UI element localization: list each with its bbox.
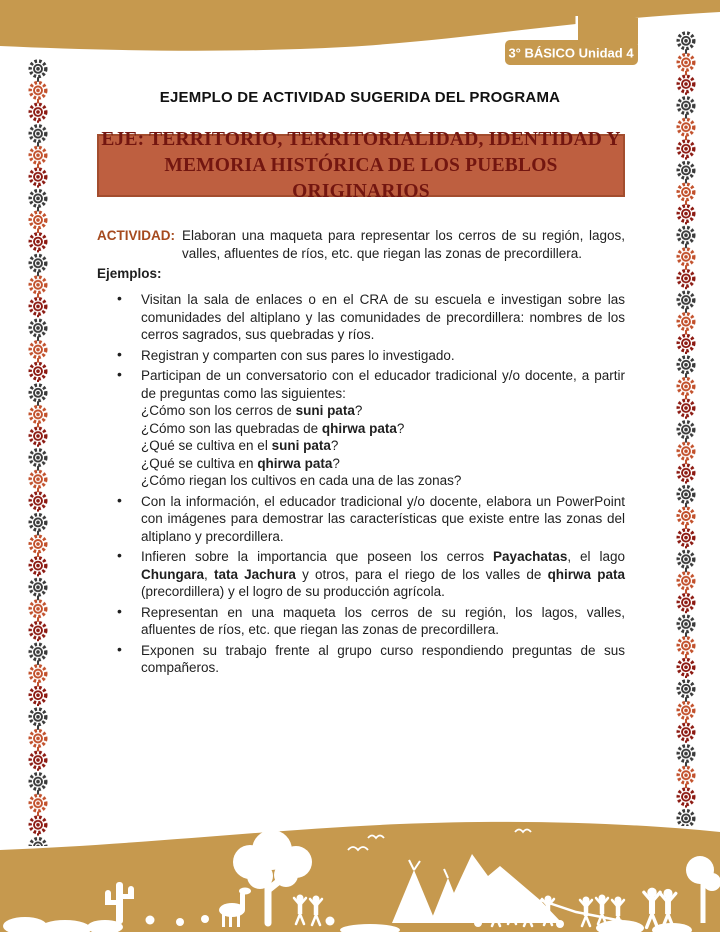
- list-item: • Infieren sobre la importancia que poseen los cerros Payachatas, el lago Chungara, tata Jachura y otros, para el riego de los valles de qhirwa pata (precordillera) y el logro de su producción agrícola.: [97, 548, 625, 601]
- activity-paragraph: [97, 227, 625, 263]
- footer-illustration: [0, 820, 720, 932]
- list-item: • Registran y comparten con sus pares lo investigado.: [97, 347, 625, 365]
- list-item: • Exponen su trabajo frente al grupo curso respondiendo preguntas de sus compañeros.: [97, 642, 625, 677]
- question-line: ¿Qué se cultiva en el suni pata?: [141, 438, 339, 453]
- examples-label: Ejemplos:: [97, 266, 162, 281]
- list-item-text: Participan de un conversatorio con el educador tradicional y/o docente, a partir de preguntas como las siguientes:: [141, 368, 625, 401]
- activity-text: Elaboran una maqueta para representar los cerros de su región, lagos, valles, afluentes de ríos, etc. que riegan las zonas de precordillera.: [182, 228, 625, 261]
- question-lines: [141, 402, 625, 490]
- list-item: • Con la información, el educador tradicional y/o docente, elabora un PowerPoint con imágenes para demostrar las características que existe entre las zonas del altiplano y precordillera.: [97, 493, 625, 546]
- list-item: • Visitan la sala de enlaces o en el CRA de su escuela e investigan sobre las comunidades del altiplano y las comunidades de precordillera: nombres de los cerros sagrados, sus quebradas y ríos.: [97, 291, 625, 344]
- eje-title-line1: EJE: TERRITORIO, TERRITORIALIDAD, IDENTIDAD Y: [101, 128, 621, 150]
- unit-badge-label: 3° BÁSICO Unidad 4: [508, 45, 634, 61]
- question-line: ¿Cómo riegan los cultivos en cada una de las zonas?: [141, 473, 462, 488]
- examples-bullet-list: [97, 291, 625, 680]
- header-band: [0, 0, 720, 70]
- eje-title-line2: MEMORIA HISTÓRICA DE LOS PUEBLOS ORIGINARIOS: [164, 154, 558, 202]
- eje-title-box: [97, 128, 625, 202]
- left-border-gear-motif-icon: [26, 58, 50, 846]
- list-item: • Representan en una maqueta los cerros de su región, los lagos, valles, afluentes de ríos, etc. que riegan las zonas de precordillera.: [97, 604, 625, 639]
- activity-label: ACTIVIDAD:: [97, 228, 175, 243]
- right-border-gear-motif-icon: [674, 30, 698, 826]
- page-title: EJEMPLO DE ACTIVIDAD SUGERIDA DEL PROGRAMA: [159, 89, 561, 106]
- list-item: [97, 367, 625, 490]
- question-line: ¿Cómo son los cerros de suni pata?: [141, 403, 363, 418]
- question-line: ¿Cómo son las quebradas de qhirwa pata?: [141, 420, 405, 436]
- question-line: ¿Qué se cultiva en qhirwa pata?: [141, 455, 340, 471]
